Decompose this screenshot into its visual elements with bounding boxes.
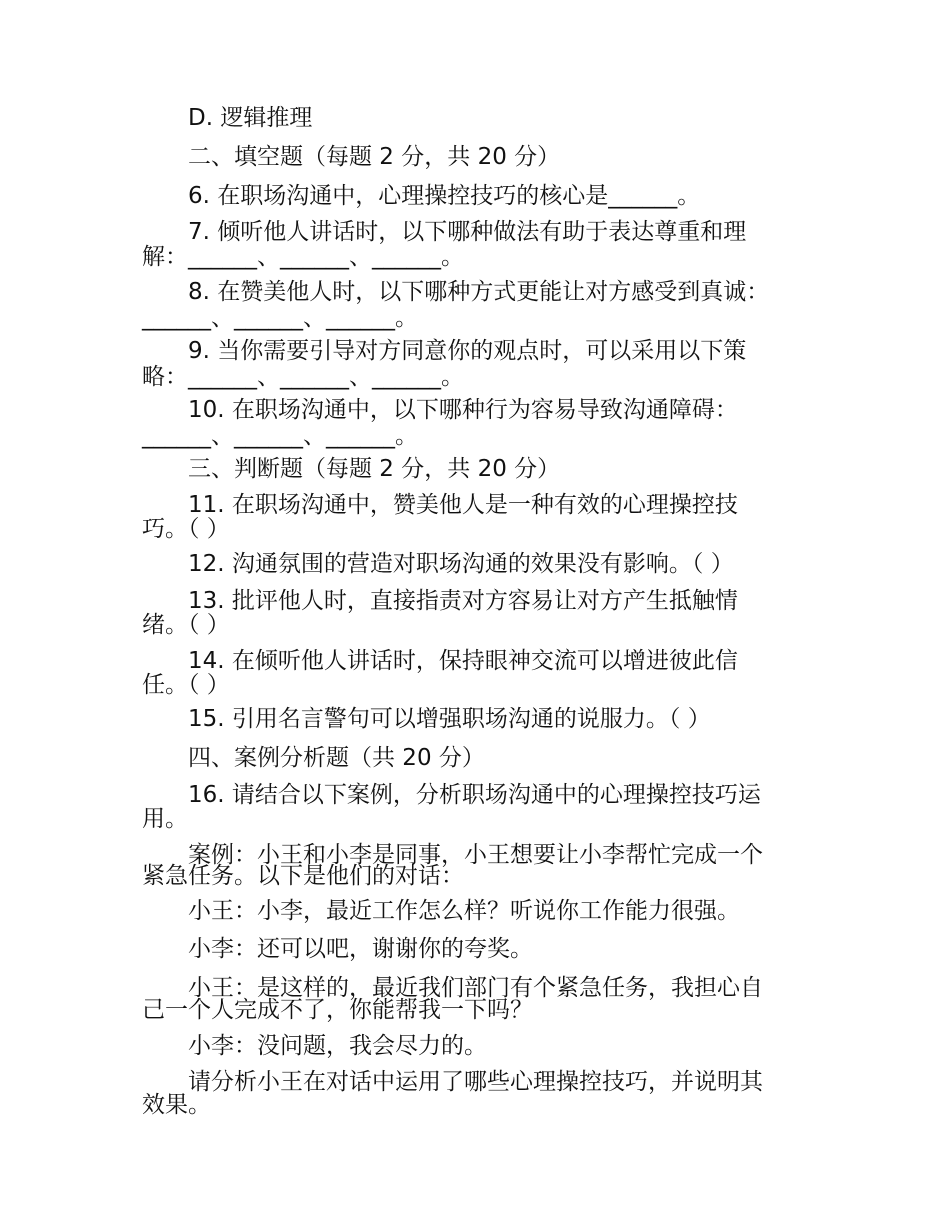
question-10: 10. 在职场沟通中，以下哪种行为容易导致沟通障碍：: [188, 397, 738, 423]
question-12: 12. 沟通氛围的营造对职场沟通的效果没有影响。（ ）: [188, 551, 734, 577]
question-13: 13. 批评他人时，直接指责对方容易让对方产生抵触情: [188, 588, 738, 614]
dialogue-line-2: 小李：还可以吧，谢谢你的夸奖。: [188, 936, 533, 962]
section-heading-true-false: 三、判断题（每题 2 分，共 20 分）: [188, 456, 561, 482]
option-d: D. 逻辑推理: [188, 105, 313, 131]
question-10-continued: ______、______、______。: [142, 423, 418, 449]
question-7-continued: 解：______、______、______。: [142, 244, 464, 270]
question-11: 11. 在职场沟通中，赞美他人是一种有效的心理操控技: [188, 492, 738, 518]
section-heading-case-analysis: 四、案例分析题（共 20 分）: [188, 745, 485, 771]
question-11-continued: 巧。（ ）: [142, 516, 230, 542]
question-8-continued: ______、______、______。: [142, 305, 418, 331]
question-6: 6. 在职场沟通中，心理操控技巧的核心是______。: [188, 183, 701, 209]
question-16: 16. 请结合以下案例，分析职场沟通中的心理操控技巧运: [188, 782, 761, 808]
question-15: 15. 引用名言警句可以增强职场沟通的说服力。（ ）: [188, 706, 711, 732]
analysis-prompt: 请分析小王在对话中运用了哪些心理操控技巧，并说明其: [188, 1069, 763, 1095]
dialogue-line-4: 小李：没问题，我会尽力的。: [188, 1033, 487, 1059]
question-9-continued: 略：______、______、______。: [142, 364, 464, 390]
dialogue-line-3: 小王：是这样的，最近我们部门有个紧急任务，我担心自: [188, 975, 763, 1001]
question-14: 14. 在倾听他人讲话时，保持眼神交流可以增进彼此信: [188, 648, 738, 674]
question-9: 9. 当你需要引导对方同意你的观点时，可以采用以下策: [188, 338, 747, 364]
question-7: 7. 倾听他人讲话时，以下哪种做法有助于表达尊重和理: [188, 219, 747, 245]
analysis-prompt-continued: 效果。: [142, 1092, 211, 1118]
section-heading-fill-in: 二、填空题（每题 2 分，共 20 分）: [188, 144, 561, 170]
question-8: 8. 在赞美他人时，以下哪种方式更能让对方感受到真诚：: [188, 279, 770, 305]
case-intro: 案例：小王和小李是同事，小王想要让小李帮忙完成一个: [188, 842, 763, 868]
case-intro-continued: 紧急任务。以下是他们的对话：: [142, 863, 464, 889]
question-16-continued: 用。: [142, 806, 188, 832]
question-13-continued: 绪。（ ）: [142, 612, 230, 638]
dialogue-line-1: 小王：小李，最近工作怎么样？听说你工作能力很强。: [188, 898, 740, 924]
dialogue-line-3-continued: 己一个人完成不了，你能帮我一下吗？: [142, 997, 533, 1023]
question-14-continued: 任。（ ）: [142, 672, 230, 698]
